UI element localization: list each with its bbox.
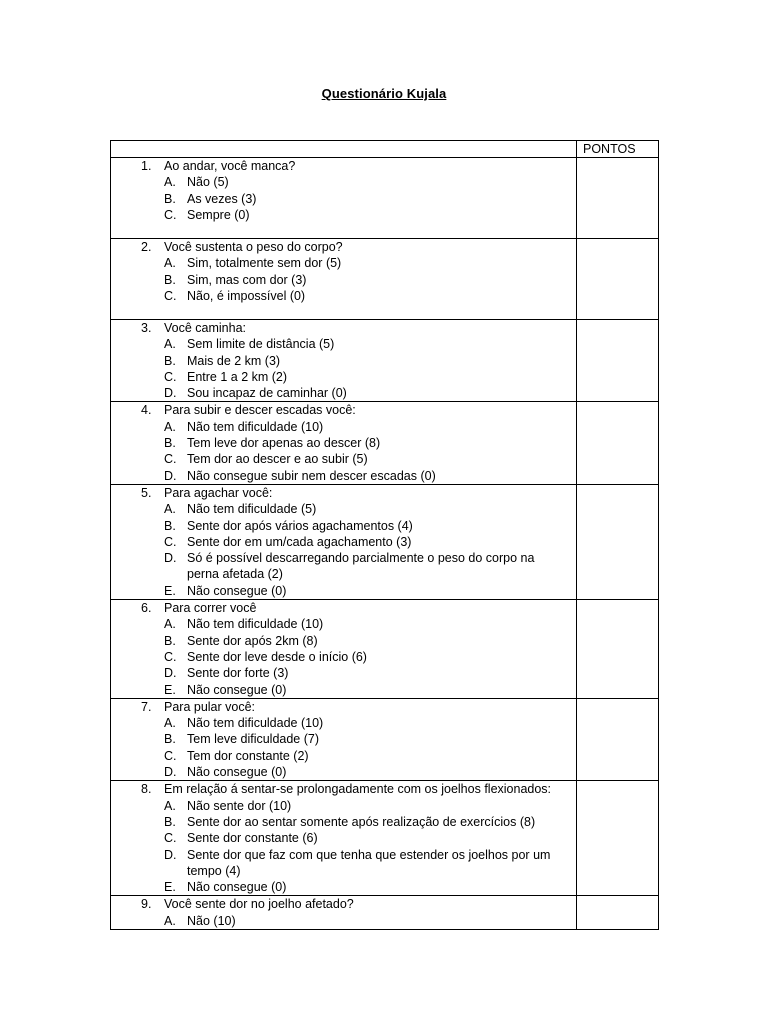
document-title: Questionário Kujala (321, 86, 447, 101)
option-text: Sem limite de distância (5) (187, 337, 335, 352)
option-text: Mais de 2 km (3) (187, 353, 281, 368)
option-text: Sente dor constante (6) (187, 831, 318, 846)
option-text: Sente dor forte (3) (187, 666, 289, 681)
option-text: Sou incapaz de caminhar (0) (187, 386, 347, 401)
option-letter: B. (164, 814, 176, 829)
option-letter: D. (164, 666, 177, 681)
question-row-5 (111, 484, 659, 599)
question-row-4 (111, 402, 659, 484)
option-letter: D. (164, 847, 177, 862)
option-letter: D. (164, 386, 177, 401)
question-text (111, 158, 576, 174)
table-header-row (111, 141, 659, 158)
option-letter: A. (164, 716, 176, 731)
question-label: Você sustenta o peso do corpo? (164, 240, 343, 254)
option-text: Sim, mas com dor (3) (187, 272, 307, 287)
option-text: Sente dor após 2km (8) (187, 633, 318, 648)
option-letter: B. (164, 272, 176, 287)
question-row-6 (111, 600, 659, 699)
option-text: Não tem dificuldade (5) (187, 502, 317, 517)
option-letter: C. (164, 288, 177, 303)
option-letter: B. (164, 353, 176, 368)
question-number: 1. (141, 159, 152, 173)
points-cell[interactable] (577, 402, 659, 484)
question-cell (111, 781, 577, 896)
option-letter: A. (164, 913, 176, 928)
option-letter: C. (164, 748, 177, 763)
option-item (111, 798, 576, 814)
questionnaire-table (110, 140, 659, 930)
points-cell[interactable] (577, 698, 659, 780)
option-item (111, 731, 576, 747)
question-number: 8. (141, 782, 152, 797)
option-item (111, 518, 576, 534)
option-item (111, 665, 576, 681)
option-text: Sente dor após vários agachamentos (4) (187, 518, 413, 533)
question-text (111, 239, 576, 255)
option-item (111, 353, 576, 369)
option-text: Tem dor ao descer e ao subir (5) (187, 452, 368, 467)
option-letter: C. (164, 369, 177, 384)
option-item (111, 501, 576, 517)
question-label: Para correr você (164, 601, 257, 616)
option-letter: E. (164, 880, 176, 895)
option-item (111, 879, 576, 895)
points-cell[interactable] (577, 158, 659, 239)
question-number: 5. (141, 485, 152, 500)
option-text: Tem leve dor apenas ao descer (8) (187, 436, 381, 451)
points-cell[interactable] (577, 896, 659, 930)
option-letter: B. (164, 633, 176, 648)
option-text: Sim, totalmente sem dor (5) (187, 256, 342, 271)
question-text (111, 485, 576, 501)
question-row-9 (111, 896, 659, 930)
option-letter: D. (164, 468, 177, 483)
option-item (111, 633, 576, 649)
option-item (111, 583, 576, 599)
option-item (111, 385, 576, 401)
question-row-3 (111, 320, 659, 402)
option-letter: A. (164, 256, 176, 271)
question-text (111, 781, 576, 797)
question-text (111, 402, 576, 418)
option-item (111, 419, 576, 435)
option-text-continuation: perna afetada (2) (187, 567, 283, 582)
option-item (111, 255, 576, 271)
points-cell[interactable] (577, 320, 659, 402)
option-item (111, 682, 576, 698)
question-label: Para pular você: (164, 699, 256, 714)
question-cell (111, 402, 577, 484)
question-text (111, 896, 576, 912)
option-item (111, 616, 576, 632)
question-cell (111, 896, 577, 930)
option-letter: B. (164, 732, 176, 747)
option-text: As vezes (3) (187, 191, 257, 206)
option-item (111, 715, 576, 731)
option-text: Entre 1 a 2 km (2) (187, 369, 288, 384)
option-letter: A. (164, 419, 176, 434)
question-label: Em relação á sentar-se prolongadamente com os joelhos flexionados: (164, 782, 552, 797)
option-letter: A. (164, 798, 176, 813)
points-cell[interactable] (577, 600, 659, 699)
question-text (111, 699, 576, 715)
points-cell[interactable] (577, 484, 659, 599)
option-item (111, 369, 576, 385)
option-text: Não consegue (0) (187, 765, 287, 780)
option-item (111, 814, 576, 830)
option-item (111, 288, 576, 304)
option-text: Sente dor que faz com que tenha que estender os joelhos por um (187, 847, 551, 862)
option-text: Não sente dor (10) (187, 798, 292, 813)
option-text: Não consegue (0) (187, 583, 287, 598)
option-letter: B. (164, 436, 176, 451)
option-letter: B. (164, 518, 176, 533)
option-text: Não, é impossível (0) (187, 288, 306, 303)
question-text (111, 320, 576, 336)
option-letter: E. (164, 682, 176, 697)
question-row-1 (111, 158, 659, 239)
question-cell (111, 600, 577, 699)
option-text: Não tem dificuldade (10) (187, 716, 324, 731)
option-item (111, 435, 576, 451)
question-cell (111, 239, 577, 320)
option-item (111, 191, 576, 207)
option-item (111, 174, 576, 190)
option-item (111, 550, 576, 583)
option-letter: A. (164, 502, 176, 517)
question-cell (111, 484, 577, 599)
option-text: Tem leve dificuldade (7) (187, 732, 320, 747)
question-row-7 (111, 698, 659, 780)
question-label: Para subir e descer escadas você: (164, 403, 356, 418)
option-item (111, 649, 576, 665)
option-text: Não (5) (187, 175, 229, 190)
option-text: Não (10) (187, 913, 236, 928)
question-label: Ao andar, você manca? (164, 159, 296, 173)
option-text: Não consegue (0) (187, 682, 287, 697)
option-text: Só é possível descarregando parcialmente o peso do corpo na (187, 551, 535, 566)
question-text (111, 600, 576, 616)
option-letter: C. (164, 452, 177, 467)
option-letter: A. (164, 175, 176, 190)
option-letter: B. (164, 191, 176, 206)
question-cell (111, 158, 577, 239)
option-item (111, 468, 576, 484)
question-cell (111, 698, 577, 780)
option-letter: E. (164, 583, 176, 598)
question-number: 2. (141, 240, 152, 254)
option-letter: C. (164, 207, 177, 222)
option-item (111, 336, 576, 352)
option-text: Sempre (0) (187, 207, 250, 222)
question-label: Para agachar você: (164, 485, 273, 500)
option-letter: C. (164, 534, 177, 549)
question-number: 4. (141, 403, 152, 418)
option-item (111, 451, 576, 467)
question-number: 9. (141, 897, 152, 912)
option-item (111, 748, 576, 764)
option-letter: A. (164, 617, 176, 632)
option-text: Não consegue (0) (187, 880, 287, 895)
option-text: Tem dor constante (2) (187, 748, 309, 763)
option-item (111, 207, 576, 223)
option-text: Sente dor em um/cada agachamento (3) (187, 534, 412, 549)
question-row-2 (111, 239, 659, 320)
points-cell[interactable] (577, 239, 659, 320)
option-item (111, 830, 576, 846)
question-label: Você caminha: (164, 321, 246, 335)
points-cell[interactable] (577, 781, 659, 896)
points-header: PONTOS (577, 141, 659, 158)
option-item (111, 534, 576, 550)
option-text: Sente dor ao sentar somente após realização de exercícios (8) (187, 814, 536, 829)
option-letter: C. (164, 831, 177, 846)
option-text: Sente dor leve desde o início (6) (187, 649, 367, 664)
option-item (111, 913, 576, 929)
option-letter: D. (164, 551, 177, 566)
option-text: Não tem dificuldade (10) (187, 419, 324, 434)
question-label: Você sente dor no joelho afetado? (164, 897, 354, 912)
option-item (111, 272, 576, 288)
option-item (111, 847, 576, 880)
option-letter: C. (164, 649, 177, 664)
option-text: Não tem dificuldade (10) (187, 617, 324, 632)
question-cell (111, 320, 577, 402)
question-row-8 (111, 781, 659, 896)
option-text-continuation: tempo (4) (187, 863, 241, 878)
question-number: 6. (141, 601, 152, 616)
option-item (111, 764, 576, 780)
question-number: 3. (141, 321, 152, 335)
option-letter: D. (164, 765, 177, 780)
question-header-cell (111, 141, 577, 158)
option-letter: A. (164, 337, 176, 352)
question-number: 7. (141, 699, 152, 714)
option-text: Não consegue subir nem descer escadas (0) (187, 468, 436, 483)
